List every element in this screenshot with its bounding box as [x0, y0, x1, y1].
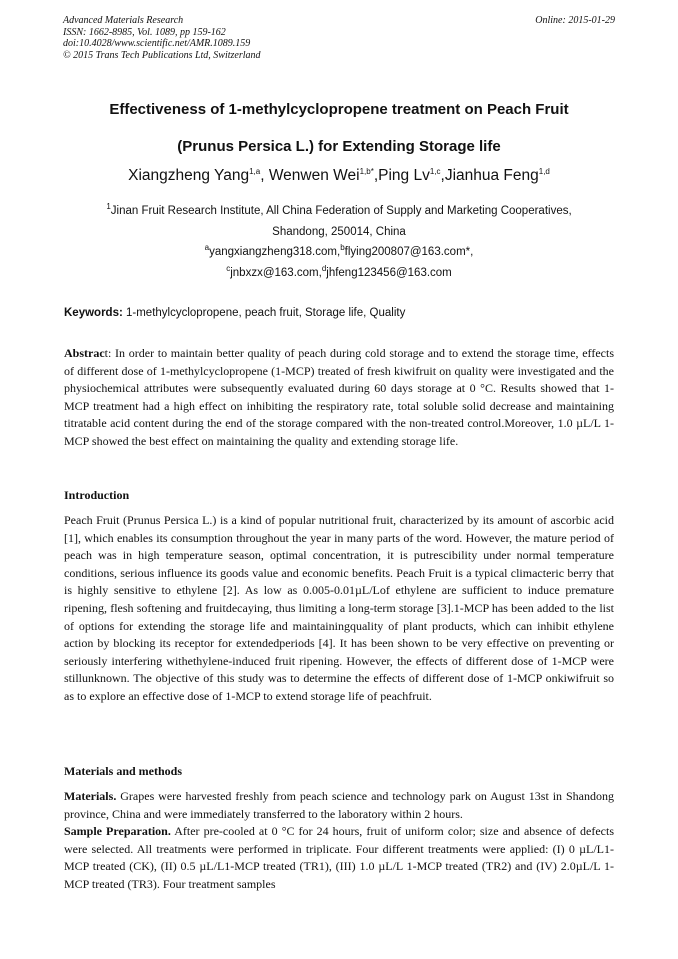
methods-heading: Materials and methods: [64, 764, 182, 778]
online-date: Online: 2015-01-29: [535, 15, 615, 26]
author-affil-mark: 1,a: [249, 166, 261, 176]
keywords-text: 1-methylcyclopropene, peach fruit, Storage life, Quality: [122, 307, 406, 319]
author-name: Ping Lv: [378, 167, 430, 184]
keywords-line: [64, 307, 405, 319]
author-list: [30, 167, 648, 185]
issn-line: ISSN: 1662-8985, Vol. 1089, pp 159-162: [63, 26, 226, 38]
abstract-label: Abstrac: [64, 346, 105, 360]
title-line-2: (Prunus Persica L.) for Extending Storage life: [177, 138, 501, 155]
abstract-text: t: In order to maintain better quality of peach during cold storage and to extend the storage time, effects of different dose of 1-methylcyclopropene (1-MCP) treated of fresh kiwifruit on quality were investigated and the physiochemical attributes were subsequently evaluated during 60 days storage at 0 °C. Results showed that 1-MCP treatment had a high effect on inhibiting the respiratory rate, total soluble solid decrease and maintaining titratable acid content during the end of the storage compared with the non-treated control.Moreover, 1.0 µL/L 1-MCP showed the best effect on maintaining the quality and extending storage life.: [64, 346, 614, 448]
copyright-line: © 2015 Trans Tech Publications Ltd, Switzerland: [63, 49, 261, 61]
email-mark: b: [340, 243, 345, 253]
email-a: yangxiangzheng318.com,: [209, 246, 341, 258]
author-affil-mark: 1,d: [538, 166, 550, 176]
preparation-label: Sample Preparation.: [64, 824, 171, 839]
materials-text: Grapes were harvested freshly from peach science and technology park on August 13st in Shandong province, China and were immediately transferred to the laboratory within 2 hours.: [64, 789, 614, 821]
email-c: jnbxzx@163.com,: [230, 266, 322, 279]
email-d: jhfeng123456@163.com: [326, 266, 452, 279]
paper-title: [40, 91, 638, 165]
email-mark: a: [204, 243, 210, 253]
author-separator: ,: [373, 167, 379, 184]
author-separator: ,: [260, 167, 269, 184]
email-line-1: [40, 242, 638, 263]
preparation-paragraph: [64, 823, 614, 893]
affiliation-text: Jinan Fruit Research Institute, All China Federation of Supply and Marketing Cooperatives,: [110, 205, 572, 217]
author-name: Jianhua Feng: [444, 167, 539, 184]
abstract-paragraph: [64, 345, 614, 451]
introduction-heading: Introduction: [64, 488, 130, 502]
author-name: Xiangzheng Yang: [128, 167, 250, 184]
affiliation-line-2: Shandong, 250014, China: [272, 225, 406, 238]
preparation-text: After pre-cooled at 0 °C for 24 hours, fruit of uniform color; size and absence of defects were selected. All treatments were performed in triplicate. Four different treatments were applied: (I) 0 µL/L1-MCP treated (CK), (II) 0.5 µL/L1-MCP treated (TR1), (III) 1.0 µL/L 1-MCP treated (TR2) and (IV) 2.0µL/L 1- MCP treated (TR3). Four treatment samples: [64, 824, 614, 891]
journal-name: Advanced Materials Research: [63, 15, 184, 26]
author-separator: ,: [440, 167, 445, 184]
keywords-label: Keywords:: [64, 307, 123, 319]
introduction-paragraph: Peach Fruit (Prunus Persica L.) is a kind of popular nutritional fruit, characterized by its amount of ascorbic acid [1], which enables its consumption throughout the year in many parts of the word. However, the mature period of peach was in high temperature season, optimal concentration, it is putrescibility under normal temperature conditions, serious influence its goods value and economic benefits. Peach Fruit is a typical climacteric berry that is highly sensitive to ethylene [2]. As low as 0.005-0.01µL/Lof ethylene are sufficient to induce premature ripening, flesh softening and fruitdecaying, thus limiting a long-term storage [3].1-MCP has been added to the list of options for extending the storage life and maintainingquality of plant products, which can inhibit ethylene action by blocking its receptor for extendedperiods [4]. It has been shown to be very effective on preventing or seriously interfering withethylene-induced fruit ripening. However, the effects of different dose of 1-MCP were stillunknown. The objective of this study was to determine the effects of different dose of 1-MCP onkiwifruit so as to explore an effective dose of 1-MCP to extend storage life of peachfruit.: [64, 513, 614, 703]
email-mark: d: [321, 263, 327, 273]
materials-label: Materials.: [64, 789, 117, 803]
materials-paragraph: [64, 788, 614, 823]
email-b: flying200807@163.com*,: [344, 246, 474, 258]
affiliation-block: [40, 201, 638, 283]
journal-meta: [63, 15, 261, 61]
affiliation-mark: 1: [106, 202, 111, 212]
email-line-2: [40, 263, 638, 284]
author-affil-mark: 1,c: [429, 166, 441, 176]
author-affil-mark: 1,b*: [359, 166, 374, 176]
methods-section: [64, 788, 614, 894]
doi-line: doi:10.4028/www.scientific.net/AMR.1089.159: [63, 38, 251, 50]
email-mark: c: [226, 263, 231, 273]
author-name: Wenwen Wei: [268, 167, 360, 184]
affiliation-line-1: [40, 201, 638, 222]
title-line-1: Effectiveness of 1-methylcyclopropene treatment on Peach Fruit: [109, 101, 569, 118]
